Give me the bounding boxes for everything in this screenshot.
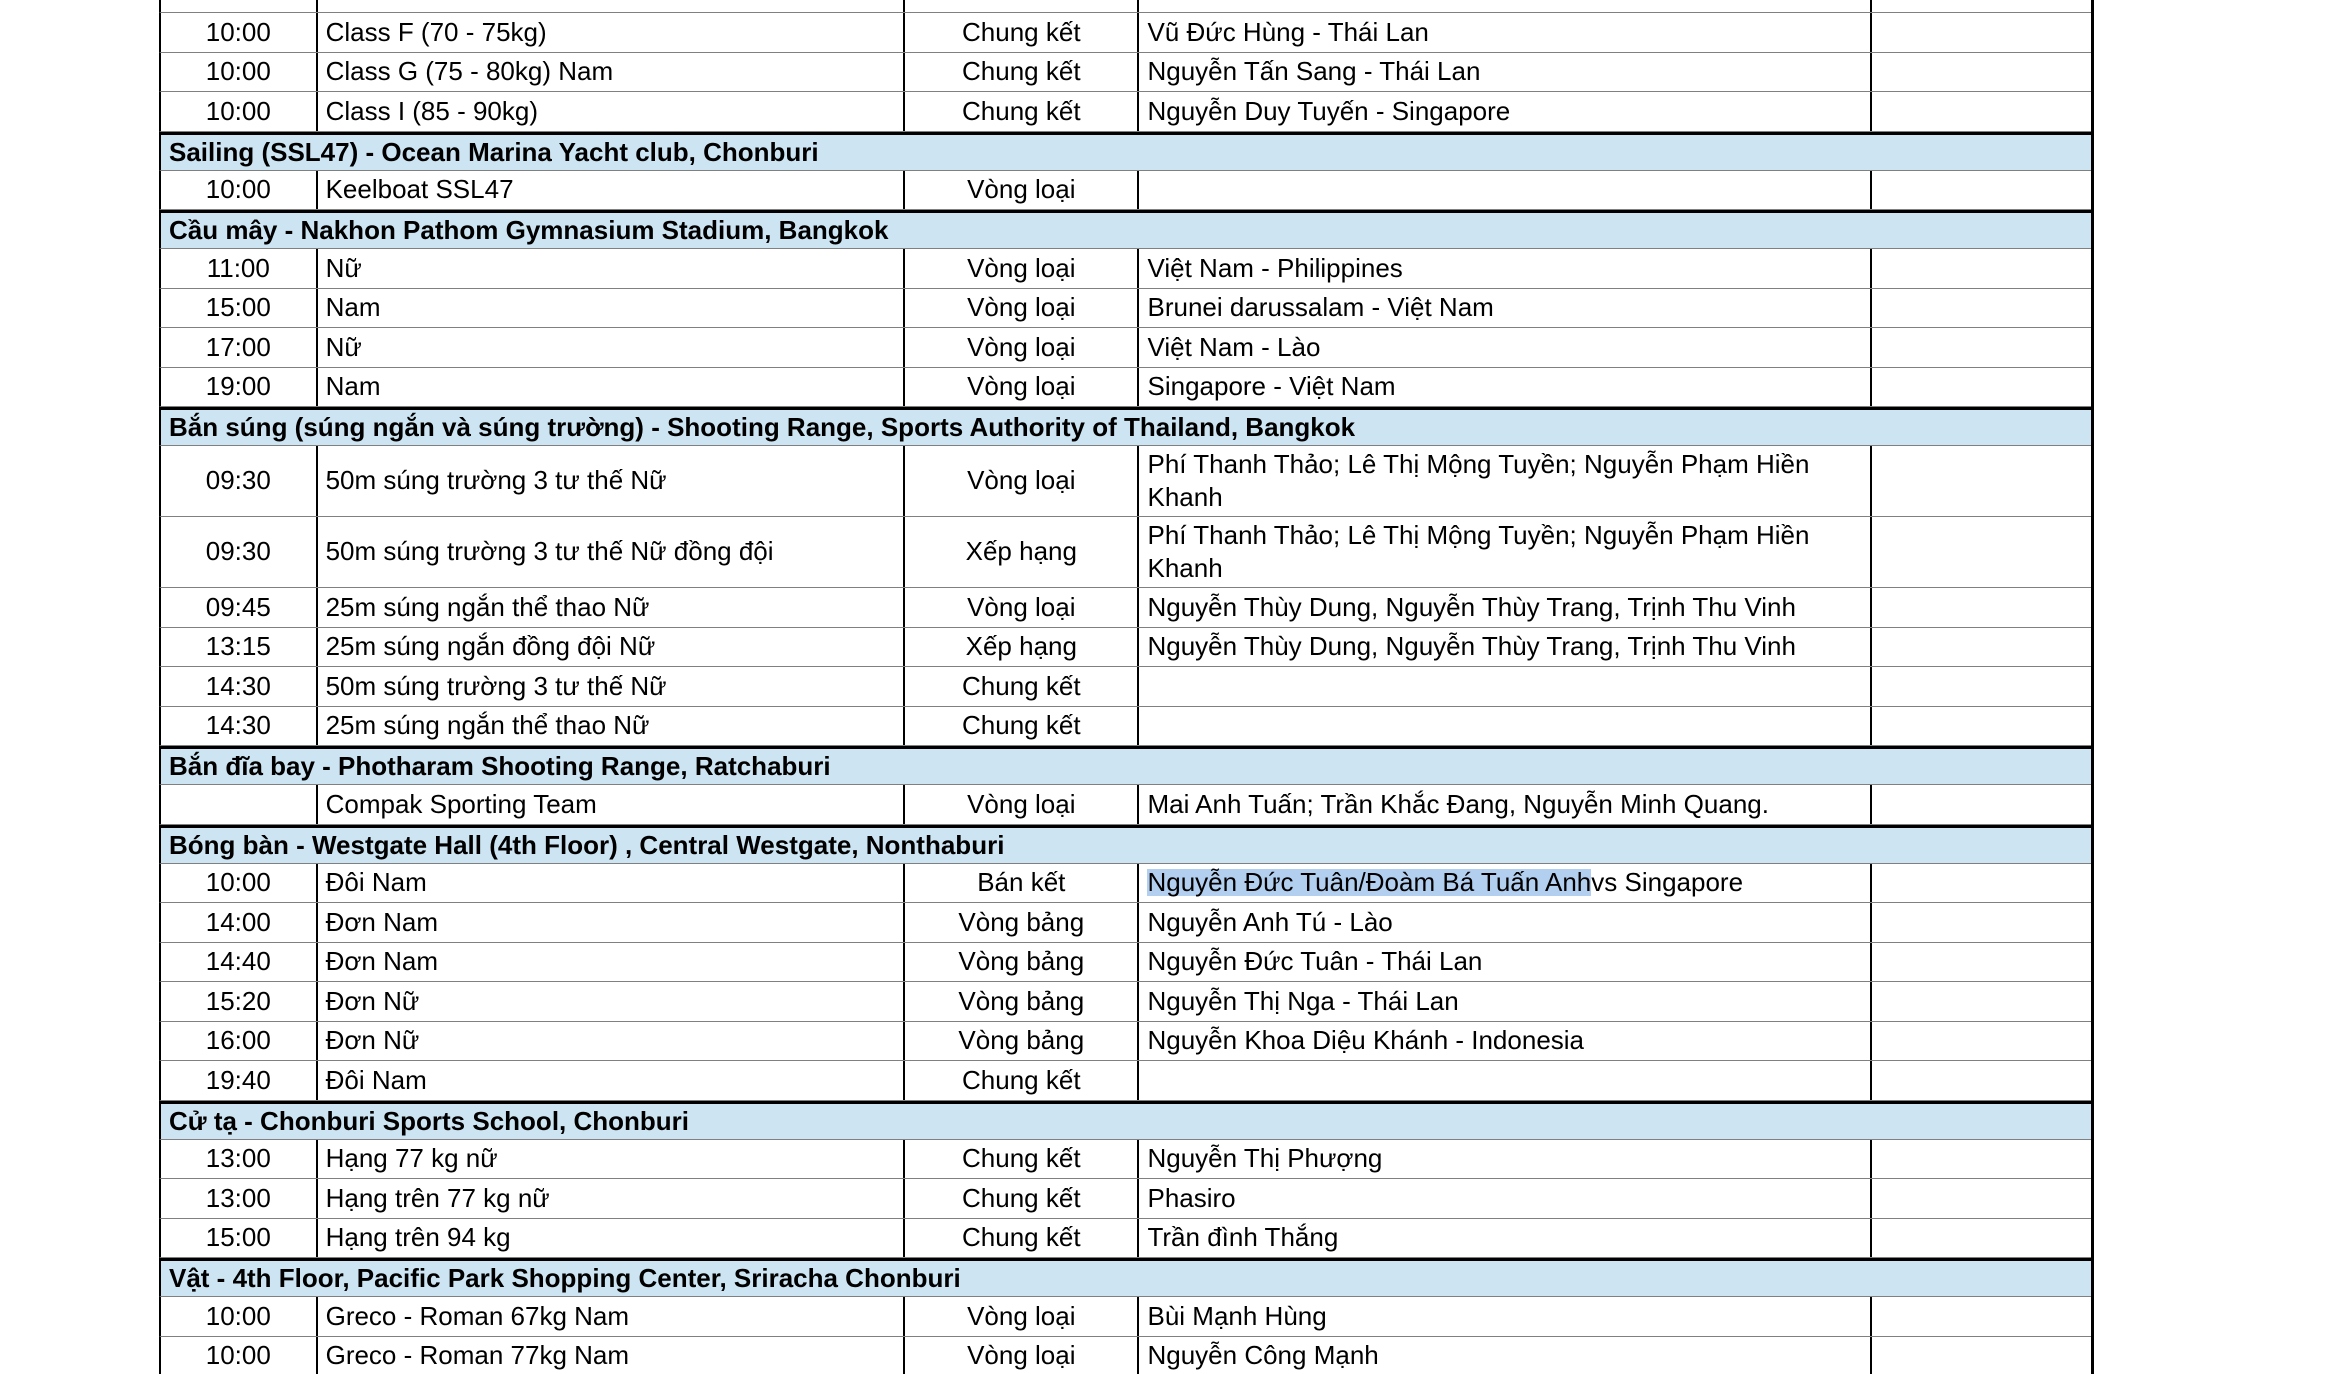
- notes-cell[interactable]: [1872, 785, 2091, 824]
- notes-cell[interactable]: [1872, 171, 2091, 210]
- event-cell-text: Greco - Roman 67kg Nam: [325, 1300, 630, 1331]
- time-cell[interactable]: [161, 517, 318, 587]
- event-cell-text: 50m súng trường 3 tư thế Nữ: [325, 465, 667, 496]
- table-row: [159, 707, 2091, 747]
- notes-cell[interactable]: [1872, 53, 2091, 92]
- time-cell-text: 15:00: [205, 1222, 271, 1253]
- time-cell[interactable]: [161, 1140, 318, 1179]
- round-cell[interactable]: [905, 1022, 1139, 1061]
- time-cell-text: 13:00: [205, 1182, 271, 1213]
- event-cell[interactable]: [318, 903, 906, 942]
- table-row: [159, 667, 2091, 707]
- round-cell-text: Vòng loại: [967, 252, 1076, 283]
- round-cell[interactable]: [905, 1219, 1139, 1258]
- participants-cell[interactable]: [1139, 1337, 1871, 1374]
- event-cell[interactable]: [318, 249, 906, 288]
- participants-cell[interactable]: [1139, 53, 1871, 92]
- time-cell[interactable]: [161, 785, 318, 824]
- event-cell-text: Hạng trên 94 kg: [325, 1222, 511, 1253]
- event-cell-text: Nam: [325, 292, 381, 323]
- event-cell[interactable]: [318, 982, 906, 1021]
- schedule-table: [159, 0, 2094, 1374]
- participants-text: Mai Anh Tuấn; Trần Khắc Đang, Nguyễn Minh Quang.: [1147, 788, 1769, 819]
- section-header-text: Bóng bàn - Westgate Hall (4th Floor) , Central Westgate, Nonthaburi: [169, 829, 1005, 860]
- event-cell-text: 50m súng trường 3 tư thế Nữ: [325, 670, 667, 701]
- notes-cell[interactable]: [1872, 446, 2091, 516]
- time-cell-text: 10:00: [205, 95, 271, 126]
- participants-text: Phí Thanh Thảo; Lê Thị Mộng Tuyền; Nguyễn Phạm Hiền Khanh: [1147, 449, 1810, 512]
- round-cell-text: Vòng bảng: [958, 985, 1085, 1016]
- section-header-text: Bắn đĩa bay - Photharam Shooting Range, Ratchaburi: [169, 751, 831, 781]
- round-cell[interactable]: [905, 903, 1139, 942]
- notes-cell[interactable]: [1872, 289, 2091, 328]
- time-cell[interactable]: [161, 1337, 318, 1374]
- event-cell[interactable]: [318, 667, 906, 706]
- round-cell[interactable]: [905, 446, 1139, 516]
- time-cell[interactable]: [161, 328, 318, 367]
- table-row: [159, 943, 2091, 983]
- time-cell-text: 14:40: [205, 946, 271, 977]
- participants-cell[interactable]: [1139, 785, 1871, 824]
- notes-cell[interactable]: [1872, 628, 2091, 667]
- participants-text: Singapore - Việt Nam: [1147, 371, 1396, 402]
- event-cell-text: Đôi Nam: [325, 867, 427, 898]
- round-cell-text: Chung kết: [962, 16, 1081, 47]
- participants-cell[interactable]: [1139, 289, 1871, 328]
- round-cell-text: Xếp hạng: [965, 536, 1077, 567]
- round-cell-text: Vòng loại: [967, 331, 1076, 362]
- round-cell[interactable]: [905, 249, 1139, 288]
- event-cell-text: Đơn Nữ: [325, 1025, 420, 1056]
- notes-cell[interactable]: [1872, 1061, 2091, 1100]
- event-cell-text: Đơn Nam: [325, 946, 438, 977]
- round-cell-text: Chung kết: [962, 95, 1081, 126]
- section-header-row[interactable]: [159, 825, 2091, 864]
- event-cell-text: Nam: [325, 371, 381, 402]
- table-row: [159, 446, 2091, 517]
- participants-text: Nguyễn Tấn Sang - Thái Lan: [1147, 56, 1481, 87]
- table-row: [159, 368, 2091, 408]
- participants-cell[interactable]: [1139, 588, 1871, 627]
- participants-cell[interactable]: [1139, 628, 1871, 667]
- participants-cell[interactable]: [1139, 1219, 1871, 1258]
- participants-text: Brunei darussalam - Việt Nam: [1147, 292, 1494, 323]
- participants-text: Nguyễn Thị Nga - Thái Lan: [1147, 985, 1459, 1016]
- round-cell[interactable]: [905, 1337, 1139, 1374]
- time-cell-text: 19:40: [205, 1064, 271, 1095]
- round-cell-text: Vòng loại: [967, 1300, 1076, 1331]
- event-cell-text: Đơn Nam: [325, 906, 438, 937]
- time-cell[interactable]: [161, 249, 318, 288]
- time-cell[interactable]: [161, 707, 318, 746]
- round-cell[interactable]: [905, 13, 1139, 52]
- notes-cell[interactable]: [1872, 92, 2091, 131]
- table-row: [159, 249, 2091, 289]
- time-cell-text: 11:00: [206, 252, 270, 283]
- event-cell[interactable]: [318, 53, 906, 92]
- event-cell[interactable]: [318, 588, 906, 627]
- round-cell-text: Vòng bảng: [958, 946, 1085, 977]
- time-cell[interactable]: [161, 92, 318, 131]
- selected-text: Nguyễn Đức Tuân/Đoàm Bá Tuấn Anh: [1147, 867, 1592, 898]
- table-row: [159, 328, 2091, 368]
- time-cell-text: 14:30: [205, 710, 271, 741]
- time-cell[interactable]: [161, 628, 318, 667]
- event-cell-text: Class F (70 - 75kg): [325, 16, 547, 47]
- participants-cell[interactable]: [1139, 1022, 1871, 1061]
- time-cell-text: 10:00: [205, 867, 271, 898]
- event-cell[interactable]: [318, 628, 906, 667]
- round-cell-text: Vòng loại: [967, 591, 1076, 622]
- event-cell-text: 25m súng ngắn đồng đội Nữ: [325, 631, 656, 662]
- notes-cell[interactable]: [1872, 707, 2091, 746]
- round-cell-text: Bán kết: [977, 867, 1066, 898]
- participants-cell[interactable]: [1139, 903, 1871, 942]
- event-cell[interactable]: [318, 943, 906, 982]
- participants-cell[interactable]: [1139, 864, 1871, 903]
- participants-text: Nguyễn Thùy Dung, Nguyễn Thùy Trang, Trịnh Thu Vinh: [1147, 631, 1796, 662]
- participants-cell[interactable]: [1139, 943, 1871, 982]
- time-cell[interactable]: [161, 53, 318, 92]
- participants-text: Phasiro: [1147, 1182, 1236, 1213]
- round-cell[interactable]: [905, 628, 1139, 667]
- round-cell-text: Chung kết: [962, 670, 1081, 701]
- round-cell-text: Vòng loại: [967, 371, 1076, 402]
- time-cell-text: 09:45: [205, 591, 271, 622]
- round-cell[interactable]: [905, 92, 1139, 131]
- round-cell[interactable]: [905, 53, 1139, 92]
- time-cell-text: 09:30: [205, 536, 271, 567]
- event-cell[interactable]: [318, 1061, 906, 1100]
- notes-cell[interactable]: [1872, 1337, 2091, 1374]
- table-row: [159, 517, 2091, 588]
- table-row: [159, 1297, 2091, 1337]
- participants-text: Nguyễn Thùy Dung, Nguyễn Thùy Trang, Trịnh Thu Vinh: [1147, 591, 1796, 622]
- table-row: [159, 171, 2091, 211]
- participants-text: Nguyễn Khoa Diệu Khánh - Indonesia: [1147, 1025, 1585, 1056]
- time-cell[interactable]: [161, 1061, 318, 1100]
- notes-cell[interactable]: [1872, 588, 2091, 627]
- round-cell[interactable]: [905, 1179, 1139, 1218]
- time-cell-text: 14:30: [205, 670, 271, 701]
- section-header-text: Vật - 4th Floor, Pacific Park Shopping Center, Sriracha Chonburi: [169, 1263, 961, 1293]
- event-cell-text: Nữ: [325, 331, 362, 362]
- section-header-row[interactable]: [159, 746, 2091, 785]
- time-cell[interactable]: [161, 13, 318, 52]
- round-cell[interactable]: [905, 1061, 1139, 1100]
- table-row-partial: [159, 0, 2091, 13]
- round-cell[interactable]: [905, 707, 1139, 746]
- participants-cell[interactable]: [1139, 92, 1871, 131]
- section-header-row[interactable]: [159, 210, 2091, 249]
- participants-cell[interactable]: [1139, 1061, 1871, 1100]
- table-row: [159, 785, 2091, 825]
- time-cell[interactable]: [161, 446, 318, 516]
- event-cell[interactable]: [318, 446, 906, 516]
- notes-cell[interactable]: [1872, 1297, 2091, 1336]
- time-cell-text: 10:00: [205, 1340, 271, 1371]
- table-row: [159, 864, 2091, 904]
- participants-text: Nguyễn Công Mạnh: [1147, 1340, 1379, 1371]
- time-cell[interactable]: [161, 982, 318, 1021]
- participants-cell[interactable]: [1139, 517, 1871, 587]
- time-cell[interactable]: [161, 289, 318, 328]
- round-cell[interactable]: [905, 1140, 1139, 1179]
- participants-cell[interactable]: [1139, 368, 1871, 407]
- event-cell-text: Đôi Nam: [325, 1064, 427, 1095]
- notes-cell[interactable]: [1872, 1179, 2091, 1218]
- notes-cell[interactable]: [1872, 1219, 2091, 1258]
- event-cell[interactable]: [318, 707, 906, 746]
- event-cell-text: Hạng 77 kg nữ: [325, 1143, 498, 1174]
- round-cell-text: Xếp hạng: [965, 631, 1077, 662]
- event-cell[interactable]: [318, 92, 906, 131]
- participants-cell[interactable]: [1139, 1140, 1871, 1179]
- section-header-row[interactable]: [159, 407, 2091, 446]
- participants-cell[interactable]: [1139, 328, 1871, 367]
- round-cell-text: Chung kết: [962, 1222, 1081, 1253]
- time-cell-text: 17:00: [205, 331, 271, 362]
- time-cell-text: 14:00: [205, 906, 271, 937]
- round-cell[interactable]: [905, 667, 1139, 706]
- section-header-row[interactable]: [159, 1258, 2091, 1297]
- time-cell-text: 09:30: [205, 465, 271, 496]
- notes-cell[interactable]: [1872, 249, 2091, 288]
- event-cell-text: 25m súng ngắn thể thao Nữ: [325, 591, 650, 622]
- round-cell[interactable]: [905, 943, 1139, 982]
- round-cell[interactable]: [905, 289, 1139, 328]
- event-cell[interactable]: [318, 1179, 906, 1218]
- time-cell[interactable]: [161, 588, 318, 627]
- time-cell[interactable]: [161, 171, 318, 210]
- time-cell[interactable]: [161, 864, 318, 903]
- table-row: [159, 1061, 2091, 1101]
- table-row: [159, 13, 2091, 53]
- round-cell-text: Vòng loại: [967, 174, 1076, 205]
- event-cell-text: Hạng trên 77 kg nữ: [325, 1182, 550, 1213]
- time-cell-text: 10:00: [205, 56, 271, 87]
- time-cell[interactable]: [161, 903, 318, 942]
- round-cell-text: Vòng loại: [967, 788, 1076, 819]
- participants-text: Việt Nam - Lào: [1147, 331, 1321, 362]
- table-row: [159, 1022, 2091, 1062]
- round-cell-text: Chung kết: [962, 710, 1081, 741]
- participants-cell[interactable]: [1139, 171, 1871, 210]
- round-cell-text: Vòng bảng: [958, 906, 1085, 937]
- round-cell[interactable]: [905, 785, 1139, 824]
- participants-cell[interactable]: [1139, 13, 1871, 52]
- time-cell[interactable]: [161, 943, 318, 982]
- notes-cell[interactable]: [1872, 0, 2091, 12]
- participants-text: Vũ Đức Hùng - Thái Lan: [1147, 16, 1429, 47]
- section-header-row[interactable]: [159, 132, 2091, 171]
- participants-cell[interactable]: [1139, 249, 1871, 288]
- time-cell[interactable]: [161, 1179, 318, 1218]
- event-cell-text: Class I (85 - 90kg): [325, 95, 538, 126]
- event-cell[interactable]: [318, 289, 906, 328]
- table-row: [159, 628, 2091, 668]
- round-cell-text: Vòng bảng: [958, 1025, 1085, 1056]
- table-row: [159, 903, 2091, 943]
- notes-cell[interactable]: [1872, 982, 2091, 1021]
- time-cell-text: 13:15: [205, 631, 271, 662]
- participants-text: Nguyễn Thị Phượng: [1147, 1143, 1383, 1174]
- event-cell[interactable]: [318, 13, 906, 52]
- time-cell[interactable]: [161, 1219, 318, 1258]
- table-row: [159, 289, 2091, 329]
- round-cell[interactable]: [905, 1297, 1139, 1336]
- participants-cell[interactable]: [1139, 446, 1871, 516]
- time-cell-text: 19:00: [205, 371, 271, 402]
- time-cell-text: 15:20: [205, 985, 271, 1016]
- notes-cell[interactable]: [1872, 13, 2091, 52]
- time-cell-text: 10:00: [205, 174, 271, 205]
- table-row: [159, 1337, 2091, 1374]
- round-cell-text: Chung kết: [962, 1182, 1081, 1213]
- section-header-text: Sailing (SSL47) - Ocean Marina Yacht club, Chonburi: [169, 136, 819, 167]
- notes-cell[interactable]: [1872, 368, 2091, 407]
- round-cell[interactable]: [905, 864, 1139, 903]
- round-cell-text: Vòng loại: [967, 465, 1076, 496]
- participants-cell[interactable]: [1139, 1297, 1871, 1336]
- event-cell[interactable]: [318, 1022, 906, 1061]
- event-cell[interactable]: [318, 1219, 906, 1258]
- event-cell[interactable]: [318, 0, 906, 12]
- table-row: [159, 1179, 2091, 1219]
- notes-cell[interactable]: [1872, 328, 2091, 367]
- time-cell-text: 15:00: [205, 292, 271, 323]
- participants-text: Nguyễn Duy Tuyến - Singapore: [1147, 95, 1511, 126]
- event-cell[interactable]: [318, 1337, 906, 1374]
- time-cell[interactable]: [161, 0, 318, 12]
- event-cell[interactable]: [318, 328, 906, 367]
- section-header-row[interactable]: [159, 1101, 2091, 1140]
- participants-cell[interactable]: [1139, 1179, 1871, 1218]
- round-cell-text: Chung kết: [962, 1064, 1081, 1095]
- event-cell-text: 50m súng trường 3 tư thế Nữ đồng đội: [325, 536, 774, 567]
- notes-cell[interactable]: [1872, 667, 2091, 706]
- time-cell[interactable]: [161, 368, 318, 407]
- round-cell[interactable]: [905, 517, 1139, 587]
- event-cell-text: Compak Sporting Team: [325, 788, 597, 819]
- participants-text: Trần đình Thắng: [1147, 1222, 1339, 1253]
- round-cell-text: Vòng loại: [967, 1340, 1076, 1371]
- section-header-text: Bắn súng (súng ngắn và súng trường) - Shooting Range, Sports Authority of Thailand, Bangkok: [169, 412, 1356, 442]
- notes-cell[interactable]: [1872, 903, 2091, 942]
- time-cell-text: 10:00: [205, 1300, 271, 1331]
- event-cell[interactable]: [318, 1140, 906, 1179]
- round-cell[interactable]: [905, 328, 1139, 367]
- notes-cell[interactable]: [1872, 1140, 2091, 1179]
- table-row: [159, 1140, 2091, 1180]
- round-cell[interactable]: [905, 0, 1139, 12]
- participants-text: vs Singapore: [1591, 867, 1744, 898]
- round-cell[interactable]: [905, 982, 1139, 1021]
- round-cell-text: Vòng loại: [967, 292, 1076, 323]
- time-cell-text: 16:00: [205, 1025, 271, 1056]
- round-cell[interactable]: [905, 171, 1139, 210]
- participants-cell[interactable]: [1139, 0, 1871, 12]
- round-cell-text: Chung kết: [962, 1143, 1081, 1174]
- event-cell-text: Keelboat SSL47: [325, 174, 514, 205]
- notes-cell[interactable]: [1872, 1022, 2091, 1061]
- participants-text: Việt Nam - Philippines: [1147, 252, 1403, 283]
- time-cell[interactable]: [161, 667, 318, 706]
- notes-cell[interactable]: [1872, 943, 2091, 982]
- round-cell[interactable]: [905, 588, 1139, 627]
- event-cell[interactable]: [318, 864, 906, 903]
- section-header-text: Cử tạ - Chonburi Sports School, Chonburi: [169, 1105, 690, 1136]
- round-cell-text: Chung kết: [962, 56, 1081, 87]
- participants-cell[interactable]: [1139, 982, 1871, 1021]
- participants-text: Bùi Mạnh Hùng: [1147, 1300, 1327, 1331]
- notes-cell[interactable]: [1872, 517, 2091, 587]
- event-cell[interactable]: [318, 368, 906, 407]
- time-cell-text: 13:00: [205, 1143, 271, 1174]
- event-cell[interactable]: [318, 1297, 906, 1336]
- table-row: [159, 588, 2091, 628]
- participants-cell[interactable]: [1139, 667, 1871, 706]
- table-row: [159, 982, 2091, 1022]
- notes-cell[interactable]: [1872, 864, 2091, 903]
- section-header-text: Cầu mây - Nakhon Pathom Gymnasium Stadium, Bangkok: [169, 215, 889, 245]
- event-cell[interactable]: [318, 517, 906, 587]
- event-cell[interactable]: [318, 785, 906, 824]
- event-cell-text: 25m súng ngắn thể thao Nữ: [325, 710, 650, 741]
- table-row: [159, 92, 2091, 132]
- round-cell[interactable]: [905, 368, 1139, 407]
- event-cell[interactable]: [318, 171, 906, 210]
- participants-text: Phí Thanh Thảo; Lê Thị Mộng Tuyền; Nguyễn Phạm Hiền Khanh: [1147, 520, 1810, 583]
- event-cell-text: Đơn Nữ: [325, 985, 420, 1016]
- event-cell-text: Class G (75 - 80kg) Nam: [325, 56, 614, 87]
- time-cell[interactable]: [161, 1297, 318, 1336]
- table-row: [159, 53, 2091, 93]
- time-cell-text: 10:00: [205, 16, 271, 47]
- participants-cell[interactable]: [1139, 707, 1871, 746]
- event-cell-text: Nữ: [325, 252, 362, 283]
- event-cell-text: Greco - Roman 77kg Nam: [325, 1340, 630, 1371]
- participants-text: Nguyễn Anh Tú - Lào: [1147, 906, 1393, 937]
- table-row: [159, 1219, 2091, 1259]
- time-cell[interactable]: [161, 1022, 318, 1061]
- participants-text: Nguyễn Đức Tuân - Thái Lan: [1147, 946, 1483, 977]
